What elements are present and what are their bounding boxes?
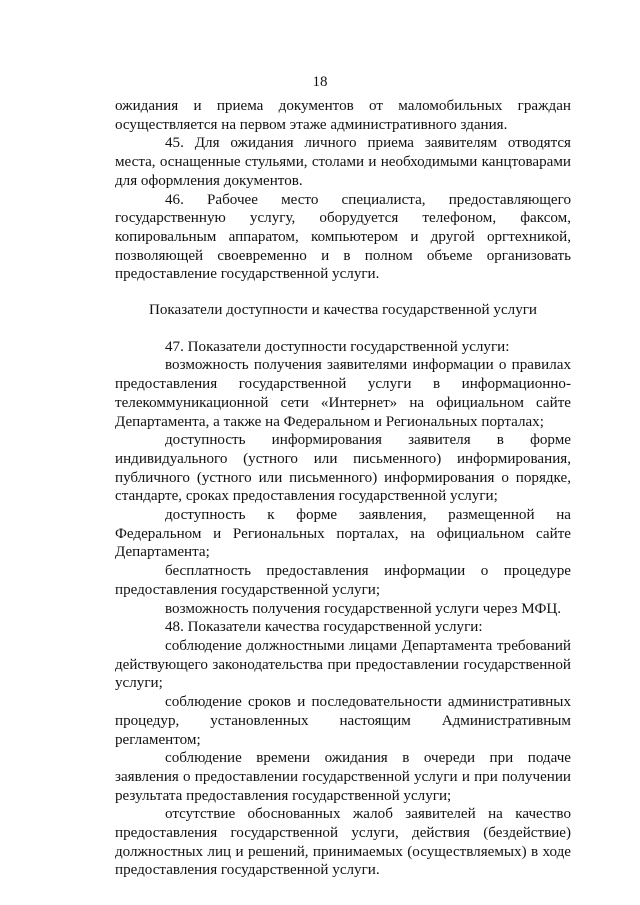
list-item: возможность получения заявителями информации о правилах предоставления государственной услуги в информационно-телекоммуникационной сети «Интернет» на официальном сайте Департамента, а также на Федеральном и Региональных порталах; [115, 357, 571, 430]
list-item: соблюдение сроков и последовательности административных процедур, установленных настоящим Административным регламентом; [115, 694, 571, 748]
list-item: возможность получения государственной услуги через МФЦ. [165, 600, 562, 617]
document-body [115, 97, 571, 880]
list-item: бесплатность предоставления информации о процедуре предоставления государственной услуги; [115, 563, 571, 598]
list-item: соблюдение должностными лицами Департамента требований действующего законодательства при предоставлении государственной услуги; [115, 637, 571, 692]
list-item: отсутствие обоснованных жалоб заявителей на качество предоставления государственной услуги, действия (бездействие) должностных лиц и решений, принимаемых (осуществляемых) в ходе предоставления государственной услуги. [115, 806, 571, 879]
paragraph-47: 47. Показатели доступности государственной услуги: [165, 338, 510, 355]
paragraph-46: 46. Рабочее место специалиста, предоставляющего государственную услугу, оборудуется телефоном, факсом, копировальным аппаратом, компьютером и другой оргтехникой, позволяющей своевременно и в полном объеме организовать предоставление государственной услуги. [115, 191, 571, 283]
page-number: 18 [312, 74, 328, 90]
paragraph-48: 48. Показатели качества государственной услуги: [165, 619, 483, 636]
section-heading: Показатели доступности и качества государственной услуги [148, 302, 538, 319]
list-item: доступность к форме заявления, размещенной на Федеральном и Региональных порталах, на официальном сайте Департамента; [115, 507, 571, 561]
list-item: соблюдение времени ожидания в очереди при подаче заявления о предоставлении государственной услуги и при получении результата предоставления государственной услуги; [115, 750, 571, 804]
paragraph-continuation: ожидания и приема документов от маломобильных граждан осуществляется на первом этаже административного здания. [115, 98, 571, 133]
list-item: доступность информирования заявителя в форме индивидуального (устного или письменного) информирования, публичного (устного или письменного) информирования о порядке, стандарте, сроках предоставления государственной услуги; [115, 432, 571, 505]
paragraph-45: 45. Для ожидания личного приема заявителям отводятся места, оснащенные стульями, столами и необходимыми канцтоварами для оформления документов. [115, 135, 571, 189]
